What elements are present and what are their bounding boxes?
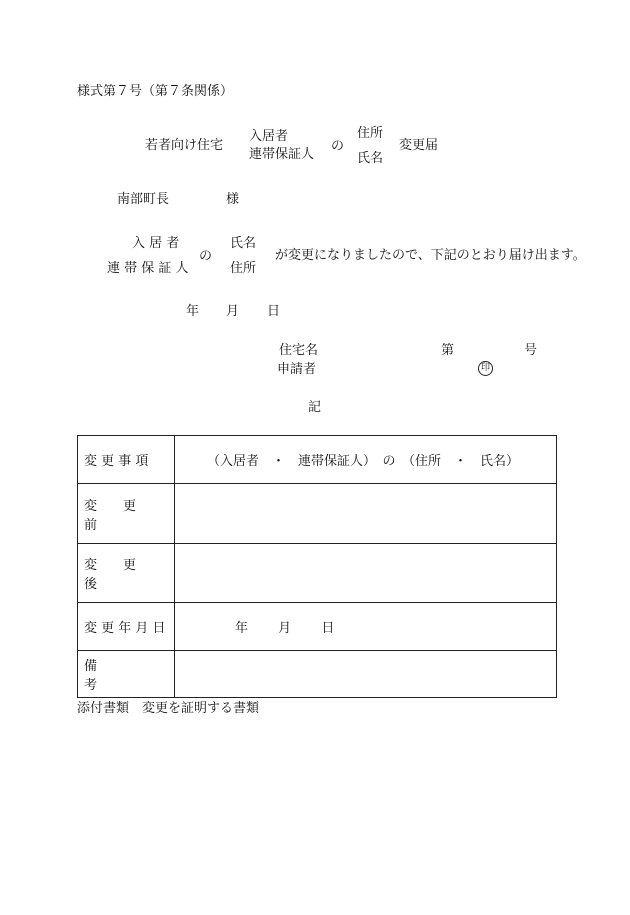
row-value-date[interactable] [175, 603, 557, 651]
row-value-remarks[interactable] [175, 651, 557, 698]
date-month: 月 [226, 304, 240, 319]
row-value-after[interactable] [175, 544, 557, 603]
date-day: 日 [267, 304, 281, 319]
title-who-resident: 入居者 [249, 129, 289, 144]
seal-mark: 印 [478, 361, 493, 376]
row-date-year: 年 [235, 621, 249, 636]
row-label-item [78, 436, 175, 484]
row-date-month: 月 [278, 621, 292, 636]
row-value-before[interactable] [175, 484, 557, 544]
addressee-honorific: 様 [226, 192, 240, 207]
title-who-guarantor: 連帯保証人 [249, 147, 315, 162]
title-what-address: 住所 [357, 126, 384, 141]
statement-body: が変更になりましたので、下記のとおり届け出ます。 [275, 248, 586, 263]
statement-what-name: 氏名 [230, 236, 257, 251]
house-name-label: 住宅名 [279, 343, 319, 358]
table-row-after [78, 544, 557, 603]
title-what-name: 氏名 [357, 151, 384, 166]
table-row-date [78, 603, 557, 651]
row-label-before: 変 更 前 [78, 484, 175, 544]
table-row-before [78, 484, 557, 544]
table-row-remarks [78, 651, 557, 698]
title-who-stack [249, 130, 314, 161]
change-details-table [77, 435, 557, 698]
statement-particle: の [199, 249, 213, 264]
row-label-date: 変 更 年 月 日 [78, 603, 175, 651]
statement-who-guarantor: 連 帯 保 証 人 [107, 261, 189, 276]
row-date-day: 日 [321, 621, 335, 636]
applicant-label: 申請者 [277, 362, 317, 377]
row-value-item: （入居者 ・ 連帯保証人） の （住所 ・ 氏名） [175, 436, 557, 484]
attachments-note: 添付書類 変更を証明する書類 [77, 701, 260, 716]
table-row-item [78, 436, 557, 484]
statement-who-resident: 入 居 者 [132, 236, 180, 251]
number-prefix: 第 [441, 343, 455, 358]
row-label-remarks: 備 考 [78, 651, 175, 698]
title-prefix: 若者向け住宅 [145, 138, 224, 153]
addressee-name: 南部町長 [117, 192, 170, 207]
statement-what-address: 住所 [230, 261, 257, 276]
title-particle: の [331, 139, 345, 154]
row-label-after: 変 更 後 [78, 544, 175, 603]
form-number: 様式第７号（第７条関係） [77, 84, 234, 99]
title-suffix: 変更届 [399, 138, 439, 153]
date-year: 年 [186, 304, 200, 319]
row-label-item-text: 変 更 事 項 [84, 454, 149, 469]
ki-heading: 記 [308, 400, 322, 415]
title-what-stack [357, 127, 383, 165]
number-suffix: 号 [524, 343, 538, 358]
